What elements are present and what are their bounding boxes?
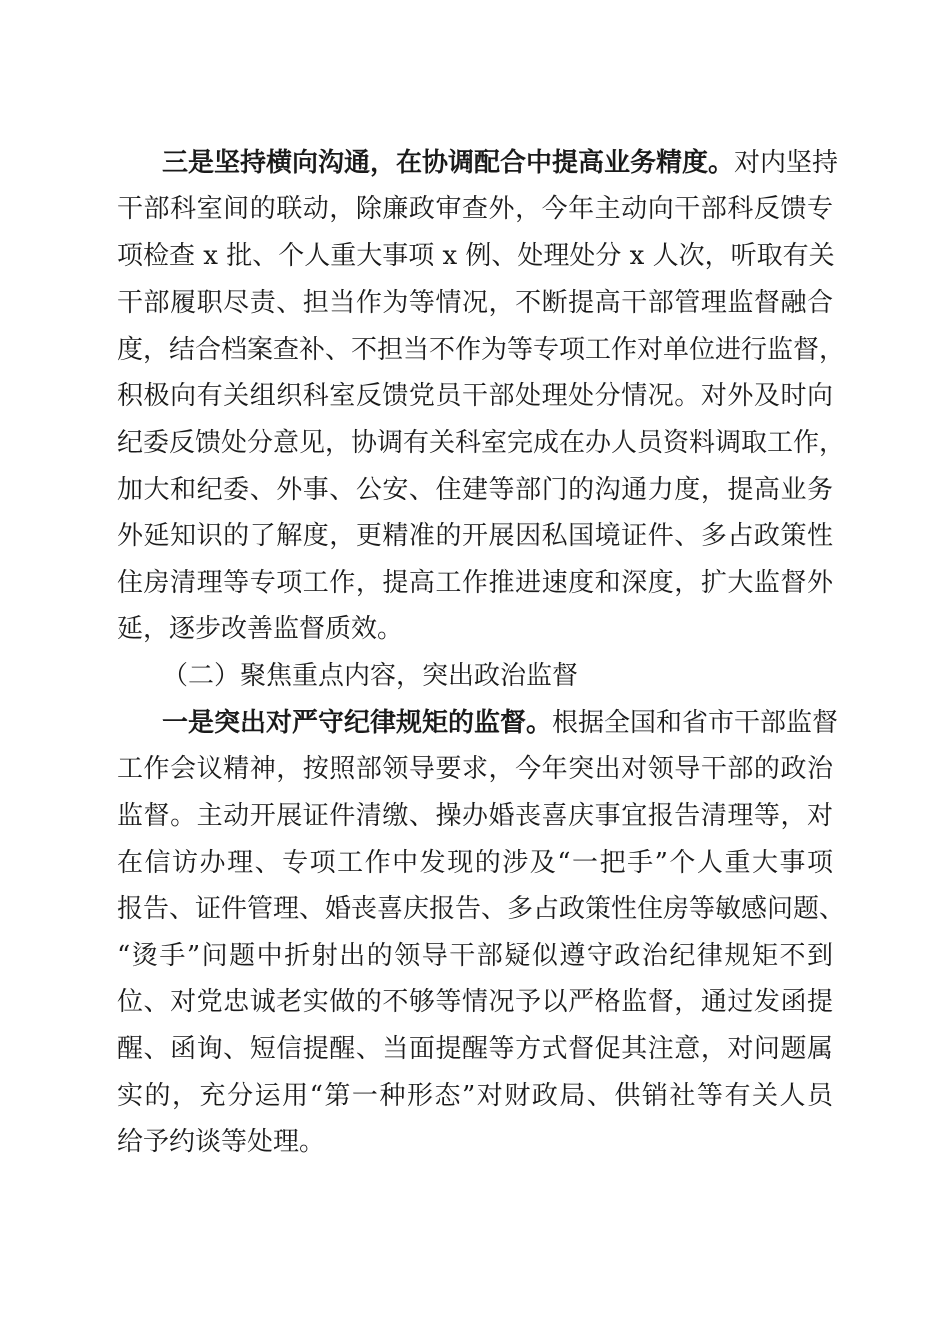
paragraph-1-line: 干部履职尽责、担当作为等情况，不断提高干部管理监督融合 xyxy=(117,288,833,318)
section-heading: （二）聚焦重点内容，突出政治监督 xyxy=(162,661,579,691)
paragraph-1-lead: 三是坚持横向沟通，在协调配合中提高业务精度。 xyxy=(162,148,735,178)
paragraph-2-line-1 xyxy=(162,703,839,743)
paragraph-1-line: 延，逐步改善监督质效。 xyxy=(117,614,404,644)
paragraph-1-line-1 xyxy=(162,143,839,183)
paragraph-1-line: 加大和纪委、外事、公安、住建等部门的沟通力度，提高业务 xyxy=(117,475,833,505)
paragraph-1-line: 干部科室间的联动，除廉政审查外，今年主动向干部科反馈专 xyxy=(117,194,833,224)
paragraph-2-line: 位、对党忠诚老实做的不够等情况予以严格监督，通过发函提 xyxy=(117,987,833,1017)
paragraph-2-line: “烫手”问题中折射出的领导干部疑似遵守政治纪律规矩不到 xyxy=(117,941,833,971)
paragraph-1-line: 度，结合档案查补、不担当不作为等专项工作对单位进行监督， xyxy=(117,335,846,365)
paragraph-2-line: 在信访办理、专项工作中发现的涉及“一把手”个人重大事项 xyxy=(117,848,833,878)
paragraph-2-lead: 一是突出对严守纪律规矩的监督。 xyxy=(162,708,553,738)
paragraph-1-line: 住房清理等专项工作，提高工作推进速度和深度，扩大监督外 xyxy=(117,568,833,598)
paragraph-2-line: 监督。主动开展证件清缴、操办婚丧喜庆事宜报告清理等，对 xyxy=(117,801,833,831)
paragraph-1-line: 项检查 x 批、个人重大事项 x 例、处理处分 x 人次，听取有关 xyxy=(117,241,835,271)
paragraph-1-line: 积极向有关组织科室反馈党员干部处理处分情况。对外及时向 xyxy=(117,381,833,411)
paragraph-1-line-1-rest: 对内坚持 xyxy=(734,148,839,178)
paragraph-2-line: 工作会议精神，按照部领导要求，今年突出对领导干部的政治 xyxy=(117,754,833,784)
paragraph-2-line: 醒、函询、短信提醒、当面提醒等方式督促其注意，对问题属 xyxy=(117,1034,833,1064)
paragraph-1-line: 外延知识的了解度，更精准的开展因私国境证件、多占政策性 xyxy=(117,521,833,551)
paragraph-2-line: 给予约谈等处理。 xyxy=(117,1127,326,1157)
paragraph-1-line: 纪委反馈处分意见，协调有关科室完成在办人员资料调取工作， xyxy=(117,428,846,458)
paragraph-2-line-1-rest: 根据全国和省市干部监督 xyxy=(552,708,839,738)
paragraph-2-line: 实的，充分运用“第一种形态”对财政局、供销社等有关人员 xyxy=(117,1081,833,1111)
paragraph-2-line: 报告、证件管理、婚丧喜庆报告、多占政策性住房等敏感问题、 xyxy=(117,894,846,924)
